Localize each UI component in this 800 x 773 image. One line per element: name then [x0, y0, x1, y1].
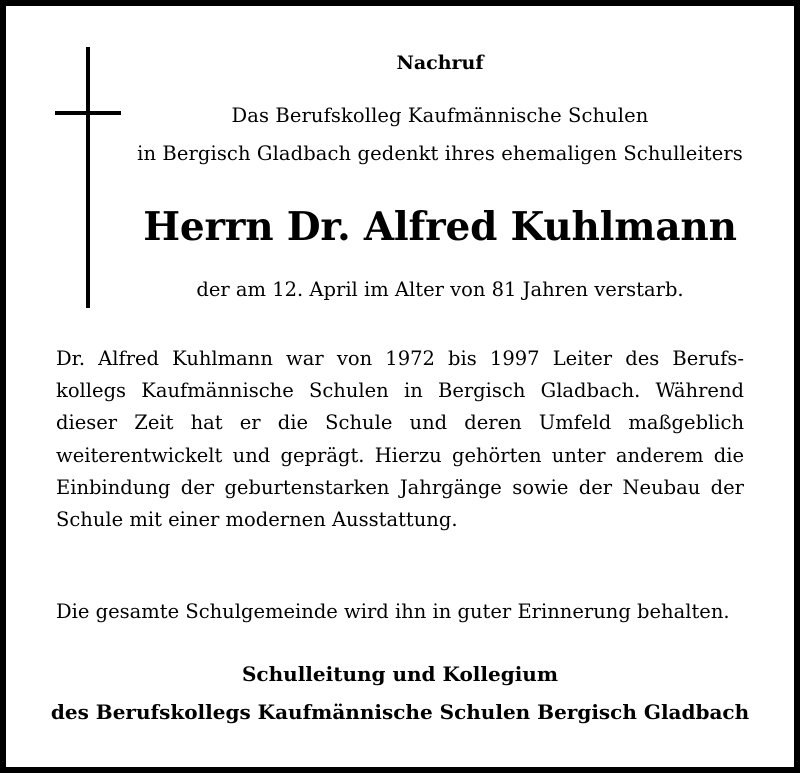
body-line: Dr. Alfred Kuhlmann war von 1972 bis 1997 Leiter des Berufs-	[56, 347, 744, 370]
body-line: weiterentwickelt und geprägt. Hierzu gehörten unter anderem die	[56, 443, 744, 467]
intro-line-1: Das Berufskolleg Kaufmännische Schulen	[231, 104, 649, 127]
deceased-name: Herrn Dr. Alfred Kuhlmann	[143, 204, 737, 250]
body-line: Schule mit einer modernen Ausstattung.	[56, 508, 458, 532]
obituary-heading: Nachruf	[396, 52, 484, 74]
death-line: der am 12. April im Alter von 81 Jahren verstarb.	[196, 278, 684, 301]
intro-line-2: in Bergisch Gladbach gedenkt ihres ehemaligen Schulleiters	[137, 142, 743, 165]
cross-vertical-bar	[86, 47, 90, 308]
body-line: kollegs Kaufmännische Schulen in Bergisch Gladbach. Während	[56, 379, 744, 403]
signature-line-2: des Berufskollegs Kaufmännische Schulen Bergisch Gladbach	[50, 700, 750, 724]
body-line: Einbindung der geburtenstarken Jahrgänge sowie der Neubau der	[56, 475, 744, 499]
closing-sentence: Die gesamte Schulgemeinde wird ihn in guter Erinnerung behalten.	[56, 599, 730, 623]
signature-line-1: Schulleitung und Kollegium	[241, 662, 558, 686]
body-line: dieser Zeit hat er die Schule und deren Umfeld maßgeblich	[56, 411, 744, 435]
obituary-body	[56, 343, 744, 536]
